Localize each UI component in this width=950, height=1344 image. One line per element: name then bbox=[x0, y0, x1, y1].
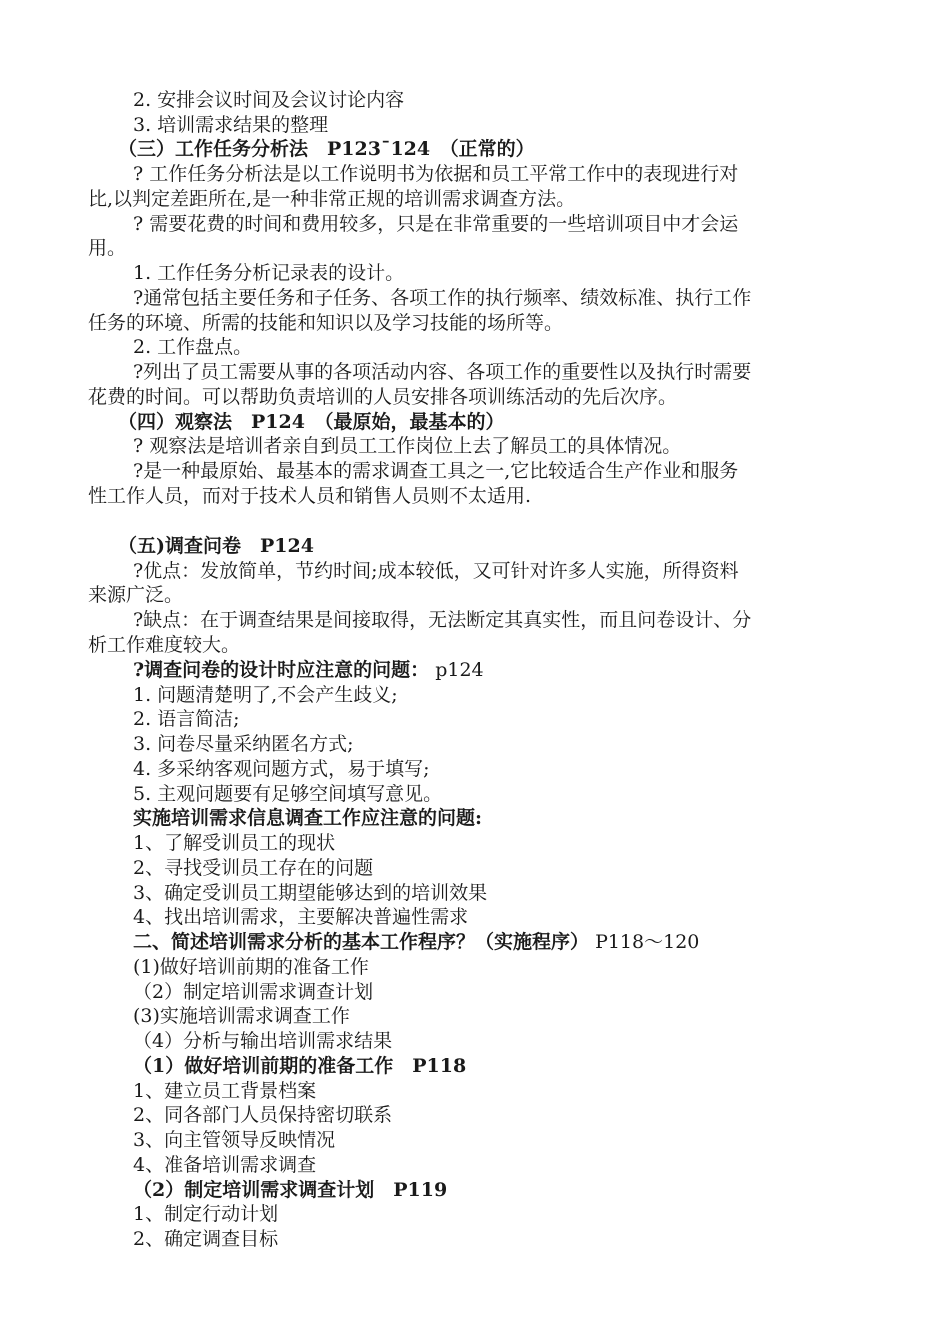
section-heading: （2）制定培训需求调查计划 P119 bbox=[133, 1179, 448, 1201]
subheading-line bbox=[133, 658, 484, 682]
section-heading: （四）观察法 P124 （最原始，最基本的） bbox=[118, 411, 505, 433]
text-line: 2. 工作盘点。 bbox=[133, 336, 253, 358]
list-item: 3、确定受训员工期望能够达到的培训效果 bbox=[133, 882, 488, 904]
question-heading-line bbox=[133, 930, 699, 954]
list-item: 1. 问题清楚明了,不会产生歧义; bbox=[133, 684, 398, 706]
list-item: (1)做好培训前期的准备工作 bbox=[133, 956, 369, 978]
text-line: 3. 培训需求结果的整理 bbox=[133, 114, 329, 136]
list-item: 5. 主观问题要有足够空间填写意见。 bbox=[133, 783, 443, 805]
subheading-text: ?调查问卷的设计时应注意的问题： bbox=[133, 659, 430, 681]
question-heading: 二、简述培训需求分析的基本工作程序？（实施程序） bbox=[133, 931, 590, 953]
text-line: ? 工作任务分析法是以工作说明书为依据和员工平常工作中的表现进行对 bbox=[133, 163, 739, 185]
page-reference: P118～120 bbox=[595, 931, 700, 953]
list-item: 4、找出培训需求，主要解决普遍性需求 bbox=[133, 906, 469, 928]
text-line: 性工作人员，而对于技术人员和销售人员则不太适用. bbox=[88, 485, 532, 507]
text-line: ?缺点：在于调查结果是间接取得，无法断定其真实性，而且问卷设计、分 bbox=[133, 609, 752, 631]
text-line: 来源广泛。 bbox=[88, 584, 184, 606]
text-line: ? 需要花费的时间和费用较多，只是在非常重要的一些培训项目中才会运 bbox=[133, 213, 739, 235]
list-item: 2、寻找受训员工存在的问题 bbox=[133, 857, 374, 879]
text-line: ?是一种最原始、最基本的需求调查工具之一,它比较适合生产作业和服务 bbox=[133, 460, 739, 482]
list-item: 4. 多采纳客观问题方式，易于填写; bbox=[133, 758, 430, 780]
list-item: 1、建立员工背景档案 bbox=[133, 1080, 317, 1102]
text-line: ?通常包括主要任务和子任务、各项工作的执行频率、绩效标准、执行工作 bbox=[133, 287, 752, 309]
list-item: 1、了解受训员工的现状 bbox=[133, 832, 336, 854]
list-item: 1、制定行动计划 bbox=[133, 1203, 279, 1225]
list-item: 2、同各部门人员保持密切联系 bbox=[133, 1104, 393, 1126]
section-heading: （1）做好培训前期的准备工作 P118 bbox=[133, 1055, 467, 1077]
list-item: 2. 语言简洁; bbox=[133, 708, 240, 730]
list-item: 3、向主管领导反映情况 bbox=[133, 1129, 336, 1151]
text-line: 任务的环境、所需的技能和知识以及学习技能的场所等。 bbox=[88, 312, 564, 334]
text-line: 花费的时间。可以帮助负责培训的人员安排各项训练活动的先后次序。 bbox=[88, 386, 678, 408]
subheading: 实施培训需求信息调查工作应注意的问题: bbox=[133, 807, 483, 829]
list-item: 3. 问卷尽量采纳匿名方式; bbox=[133, 733, 354, 755]
list-item: （4）分析与输出培训需求结果 bbox=[133, 1030, 393, 1052]
text-line: 比,以判定差距所在,是一种非常正规的培训需求调查方法。 bbox=[88, 188, 576, 210]
text-line: 1. 工作任务分析记录表的设计。 bbox=[133, 262, 405, 284]
text-line: 析工作难度较大。 bbox=[88, 634, 241, 656]
list-item: (3)实施培训需求调查工作 bbox=[133, 1005, 350, 1027]
section-heading: （三）工作任务分析法 P123¯124 （正常的） bbox=[118, 138, 535, 160]
section-heading: （五)调查问卷 P124 bbox=[118, 535, 314, 557]
text-line: 2. 安排会议时间及会议讨论内容 bbox=[133, 89, 405, 111]
list-item: 4、准备培训需求调查 bbox=[133, 1154, 317, 1176]
list-item: （2）制定培训需求调查计划 bbox=[133, 981, 374, 1003]
page-reference: p124 bbox=[435, 659, 484, 681]
text-line: ?优点：发放简单，节约时间;成本较低，又可针对许多人实施，所得资料 bbox=[133, 560, 739, 582]
text-line: ? 观察法是培训者亲自到员工工作岗位上去了解员工的具体情况。 bbox=[133, 435, 682, 457]
text-line: ?列出了员工需要从事的各项活动内容、各项工作的重要性以及执行时需要 bbox=[133, 361, 752, 383]
text-line: 用。 bbox=[88, 237, 127, 259]
list-item: 2、确定调查目标 bbox=[133, 1228, 279, 1250]
